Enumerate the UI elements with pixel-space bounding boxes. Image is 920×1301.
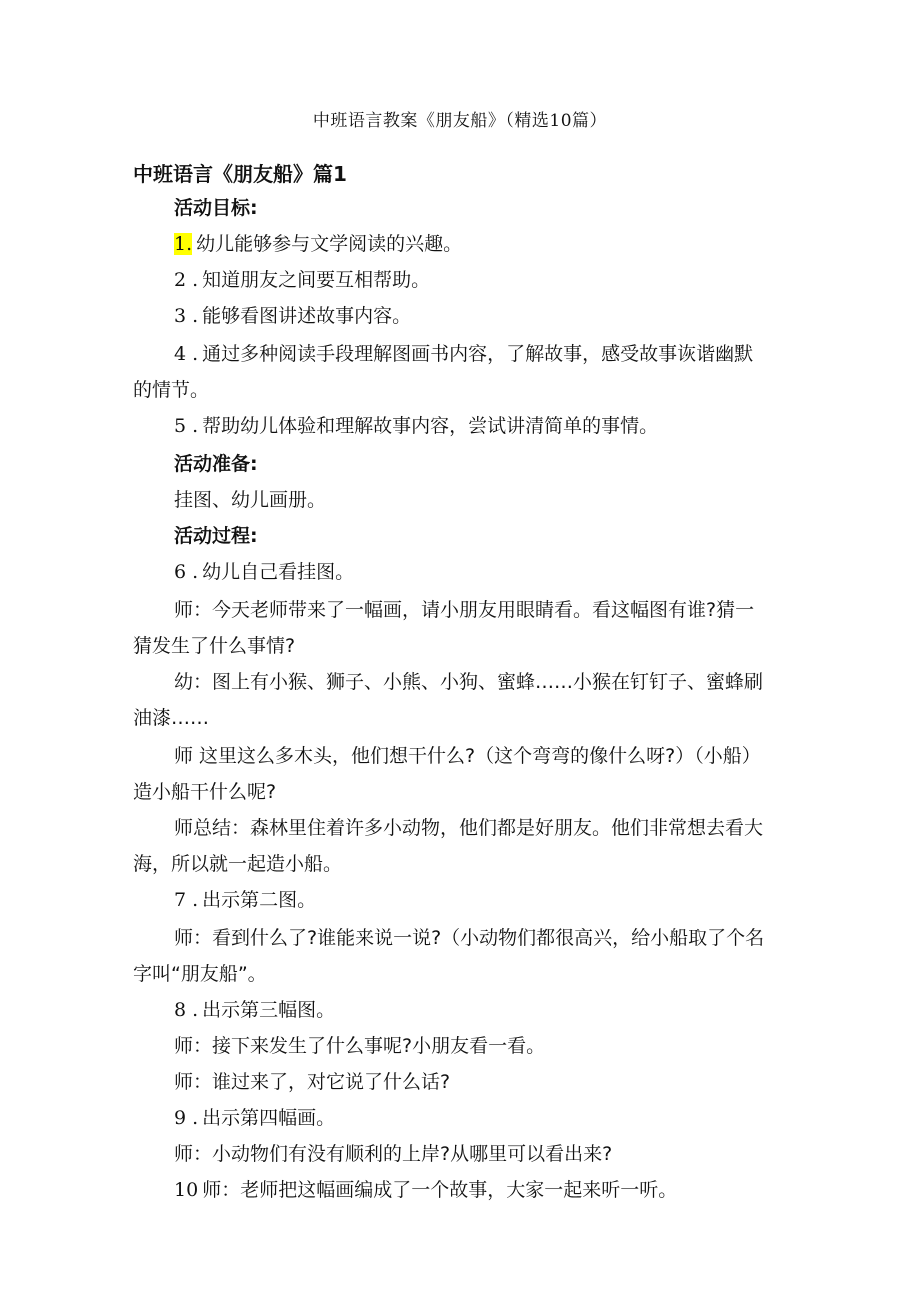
- goal-number: 2 .: [174, 269, 199, 291]
- teacher-line: 师：谁过来了，对它说了什么话?: [174, 1071, 451, 1093]
- goal-item-4-continuation: 的情节。: [133, 379, 210, 401]
- goal-text: 幼儿能够参与文学阅读的兴趣。: [196, 233, 463, 255]
- goal-text: 通过多种阅读手段理解图画书内容，了解故事，感受故事诙谐幽默: [202, 343, 754, 365]
- teacher-summary-continuation: 海，所以就一起造小船。: [133, 853, 343, 875]
- child-line: 幼：图上有小猴、狮子、小熊、小狗、蜜蜂……小猴在钉钉子、蜜蜂刷: [174, 671, 764, 693]
- section-title: 中班语言《朋友船》篇1: [133, 162, 347, 186]
- goal-item-5: [174, 412, 658, 440]
- teacher-line-continuation: 字叫“朋友船”。: [133, 963, 267, 985]
- step-text: 出示第四幅画。: [202, 1107, 336, 1129]
- teacher-line-continuation: 猜发生了什么事情?: [133, 635, 296, 657]
- goal-item-1: [174, 230, 462, 258]
- goal-heading: 活动目标:: [174, 197, 258, 219]
- teacher-summary-line: 师总结：森林里住着许多小动物，他们都是好朋友。他们非常想去看大: [174, 817, 764, 839]
- step-text: 出示第二图。: [202, 889, 317, 911]
- step-text: 师：老师把这幅画编成了一个故事，大家一起来听一听。: [202, 1179, 678, 1201]
- teacher-line: 师：今天老师带来了一幅画，请小朋友用眼睛看。看这幅图有谁?猜一: [174, 599, 755, 621]
- goal-item-3: [174, 302, 411, 330]
- teacher-line: 师 这里这么多木头，他们想干什么?（这个弯弯的像什么呀?）（小船）: [174, 745, 761, 767]
- process-step-8: [174, 996, 335, 1024]
- step-number: 8 .: [174, 999, 199, 1021]
- goal-number-highlighted: 1.: [174, 233, 193, 255]
- goal-text: 知道朋友之间要互相帮助。: [202, 269, 431, 291]
- process-step-10: [174, 1176, 677, 1204]
- goal-number: 4 .: [174, 343, 199, 365]
- prep-text: 挂图、幼儿画册。: [174, 489, 327, 511]
- teacher-line: 师：小动物们有没有顺利的上岸?从哪里可以看出来?: [174, 1143, 613, 1165]
- goal-text: 帮助幼儿体验和理解故事内容，尝试讲清简单的事情。: [202, 415, 659, 437]
- step-text: 出示第三幅图。: [202, 999, 336, 1021]
- document-title: 中班语言教案《朋友船》（精选10篇）: [312, 111, 608, 131]
- step-number: 9 .: [174, 1107, 199, 1129]
- process-heading: 活动过程:: [174, 525, 258, 547]
- process-step-9: [174, 1104, 335, 1132]
- process-step-6: [174, 558, 354, 586]
- goal-item-2: [174, 266, 430, 294]
- teacher-line: 师：看到什么了?谁能来说一说?（小动物们都很高兴，给小船取了个名: [174, 927, 765, 949]
- step-number: 10: [174, 1179, 199, 1201]
- step-text: 幼儿自己看挂图。: [202, 561, 355, 583]
- goal-number: 3 .: [174, 305, 199, 327]
- teacher-line-continuation: 造小船干什么呢?: [133, 781, 277, 803]
- teacher-line: 师：接下来发生了什么事呢?小朋友看一看。: [174, 1035, 546, 1057]
- prep-heading: 活动准备:: [174, 453, 258, 475]
- child-line-continuation: 油漆……: [133, 707, 210, 729]
- step-number: 6 .: [174, 561, 199, 583]
- step-number: 7 .: [174, 889, 199, 911]
- goal-number: 5 .: [174, 415, 199, 437]
- process-step-7: [174, 886, 316, 914]
- goal-item-4: [174, 340, 753, 368]
- goal-text: 能够看图讲述故事内容。: [202, 305, 412, 327]
